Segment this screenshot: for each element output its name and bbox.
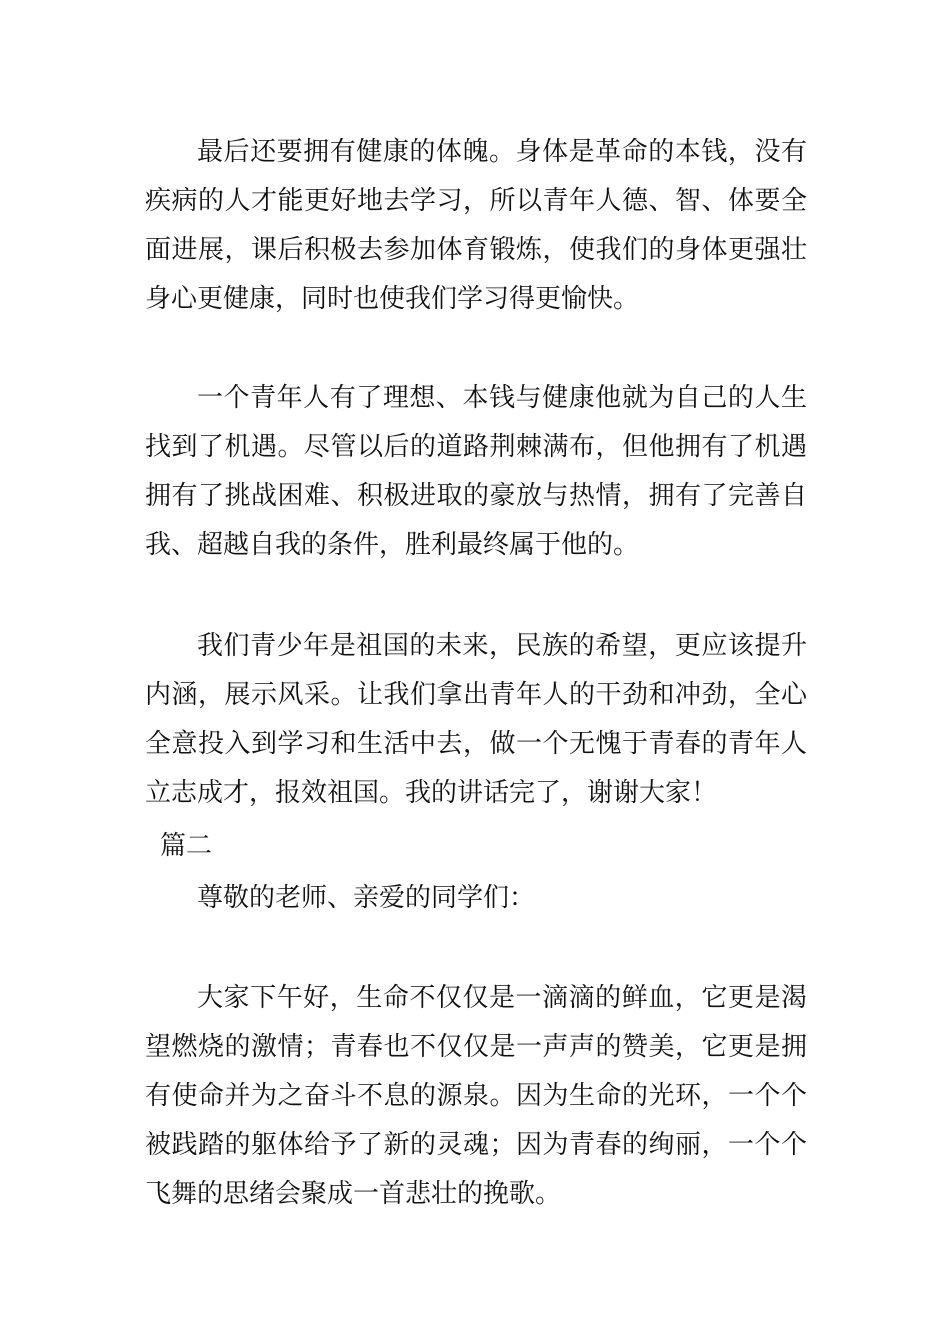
section-heading: 篇二 bbox=[160, 831, 213, 861]
paragraph-opportunity: 一个青年人有了理想、本钱与健康他就为自己的人生找到了机遇。尽管以后的道路荆棘满布，但他拥有了机遇拥有了挑战困难、积极进取的豪放与热情，拥有了完善自我、超越自我的条件，胜利最终属于他的。 bbox=[145, 383, 807, 560]
paragraph-health: 最后还要拥有健康的体魄。身体是革命的本钱，没有疾病的人才能更好地去学习，所以青年人德、智、体要全面进展，课后积极去参加体育锻炼，使我们的身体更强壮身心更健康，同时也使我们学习得更愉快。 bbox=[145, 137, 807, 314]
paragraph-greeting: 大家下午好，生命不仅仅是一滴滴的鲜血，它更是渴望燃烧的激情；青春也不仅仅是一声声的赞美，它更是拥有使命并为之奋斗不息的源泉。因为生命的光环，一个个被践踏的躯体给予了新的灵魂；因为青春的绚丽，一个个飞舞的思绪会聚成一首悲壮的挽歌。 bbox=[145, 983, 807, 1209]
paragraph-closing: 我们青少年是祖国的未来，民族的希望，更应该提升内涵，展示风采。让我们拿出青年人的干劲和冲劲，全心全意投入到学习和生活中去，做一个无愧于青春的青年人立志成才，报效祖国。我的讲话完了，谢谢大家！ bbox=[145, 631, 807, 808]
salutation: 尊敬的老师、亲爱的同学们： bbox=[197, 883, 536, 913]
